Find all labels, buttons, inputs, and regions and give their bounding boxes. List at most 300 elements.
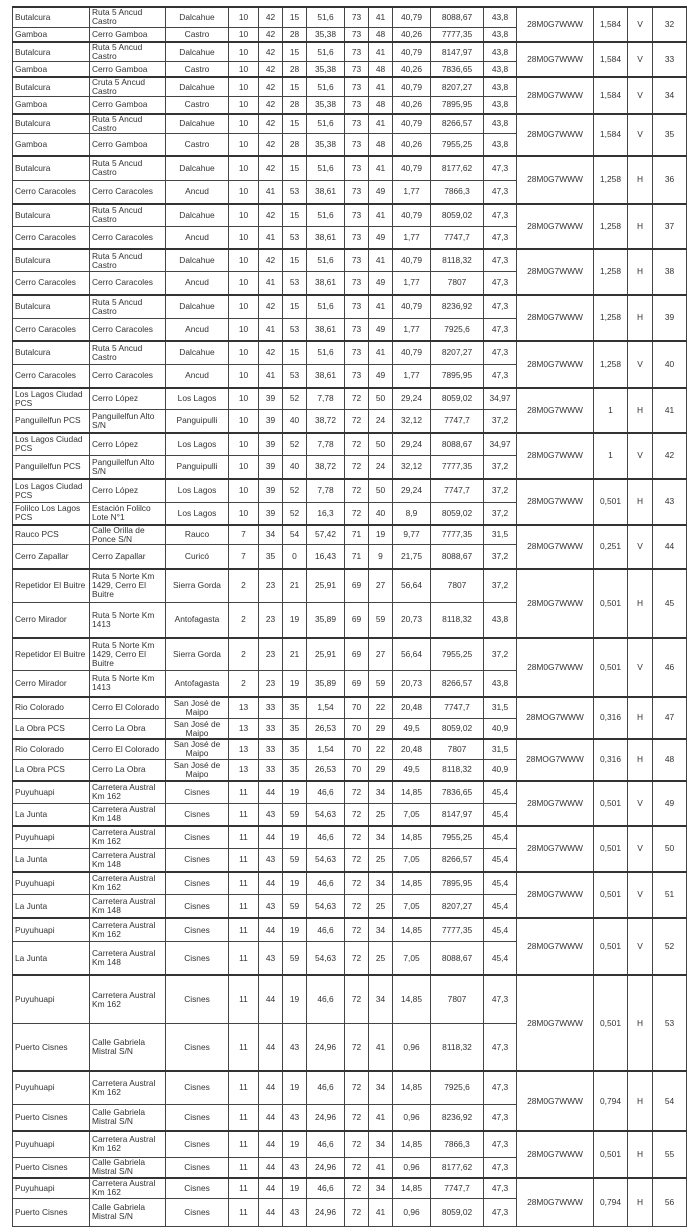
lat-deg-cell: 11 <box>229 1178 259 1199</box>
lat-frac-cell: 46,6 <box>307 918 345 942</box>
table-row <box>13 7 687 27</box>
address-cell: Panguilelfun Alto S/N <box>90 410 166 433</box>
lat-sec-cell: 15 <box>283 77 307 97</box>
site-name-cell: Puerto Cisnes <box>13 1198 90 1226</box>
power-cell: 43,8 <box>484 62 517 78</box>
lon-deg-cell: 73 <box>345 7 369 27</box>
lon-deg-cell: 72 <box>345 1024 369 1072</box>
lon-sec-cell: 0,96 <box>393 1198 431 1226</box>
frequency-cell: 7807 <box>431 272 484 295</box>
bandwidth-cell: 0,316 <box>594 697 628 740</box>
frequency-cell: 7866,3 <box>431 1131 484 1157</box>
site-name-cell: Cerro Caracoles <box>13 272 90 295</box>
site-name-cell: La Junta <box>13 895 90 919</box>
lat-frac-cell: 51,6 <box>307 7 345 27</box>
frequency-cell: 8147,97 <box>431 42 484 62</box>
lat-min-cell: 41 <box>259 318 283 341</box>
lon-deg-cell: 72 <box>345 849 369 872</box>
site-name-cell: Butalcura <box>13 77 90 97</box>
lat-deg-cell: 2 <box>229 670 259 697</box>
lat-sec-cell: 21 <box>283 638 307 671</box>
lat-sec-cell: 19 <box>283 975 307 1024</box>
emission-code-cell: 28M0G7WWW <box>517 388 594 433</box>
lat-frac-cell: 38,61 <box>307 272 345 295</box>
polarization-cell: V <box>628 918 653 975</box>
address-cell: Cerro López <box>90 479 166 503</box>
lon-deg-cell: 73 <box>345 341 369 364</box>
lon-deg-cell: 72 <box>345 388 369 410</box>
polarization-cell: V <box>628 433 653 479</box>
lat-min-cell: 42 <box>259 156 283 181</box>
link-number-cell: 42 <box>653 433 687 479</box>
lat-frac-cell: 51,6 <box>307 42 345 62</box>
emission-code-cell: 28M0G7WWW <box>517 872 594 919</box>
power-cell: 43,8 <box>484 42 517 62</box>
emission-code-cell: 28M0G7WWW <box>517 7 594 42</box>
lon-min-cell: 41 <box>369 1104 393 1131</box>
frequency-cell: 7777,35 <box>431 918 484 942</box>
lat-min-cell: 39 <box>259 502 283 525</box>
lat-min-cell: 44 <box>259 1178 283 1199</box>
commune-cell: Cisnes <box>166 918 229 942</box>
power-cell: 37,2 <box>484 502 517 525</box>
commune-cell: Cisnes <box>166 1131 229 1157</box>
lat-frac-cell: 46,6 <box>307 1178 345 1199</box>
lat-frac-cell: 24,96 <box>307 1157 345 1178</box>
table-row <box>13 525 687 545</box>
site-name-cell: Gamboa <box>13 133 90 156</box>
frequency-cell: 7866,3 <box>431 180 484 204</box>
address-cell: Cerro López <box>90 433 166 456</box>
lon-min-cell: 41 <box>369 156 393 181</box>
address-cell: Calle Gabriela Mistral S/N <box>90 1157 166 1178</box>
bandwidth-cell: 1,584 <box>594 77 628 114</box>
lat-deg-cell: 10 <box>229 227 259 250</box>
lon-min-cell: 29 <box>369 759 393 781</box>
lon-min-cell: 34 <box>369 781 393 804</box>
lon-deg-cell: 71 <box>345 545 369 569</box>
lat-frac-cell: 7,78 <box>307 479 345 503</box>
lon-sec-cell: 40,79 <box>393 77 431 97</box>
lat-sec-cell: 53 <box>283 364 307 388</box>
site-name-cell: Gamboa <box>13 27 90 42</box>
frequency-cell: 8177,62 <box>431 1157 484 1178</box>
polarization-cell: V <box>628 42 653 77</box>
lon-min-cell: 25 <box>369 849 393 872</box>
commune-cell: San José de Maipo <box>166 719 229 740</box>
site-name-cell: Butalcura <box>13 204 90 227</box>
link-number-cell: 34 <box>653 77 687 114</box>
lon-min-cell: 40 <box>369 502 393 525</box>
lon-min-cell: 25 <box>369 803 393 826</box>
lat-sec-cell: 59 <box>283 942 307 976</box>
lat-frac-cell: 51,6 <box>307 295 345 319</box>
power-cell: 47,3 <box>484 295 517 319</box>
site-name-cell: Cerro Mirador <box>13 602 90 638</box>
lon-deg-cell: 69 <box>345 638 369 671</box>
frequency-cell: 8088,67 <box>431 433 484 456</box>
site-name-cell: Cerro Caracoles <box>13 318 90 341</box>
frequency-cell: 7747,7 <box>431 410 484 433</box>
lat-min-cell: 33 <box>259 719 283 740</box>
lat-min-cell: 44 <box>259 1104 283 1131</box>
bandwidth-cell: 0,501 <box>594 918 628 975</box>
lat-min-cell: 33 <box>259 697 283 719</box>
polarization-cell: H <box>628 1071 653 1131</box>
lon-min-cell: 34 <box>369 1071 393 1104</box>
lat-deg-cell: 11 <box>229 1198 259 1226</box>
emission-code-cell: 28M0G7WWW <box>517 249 594 295</box>
lat-deg-cell: 10 <box>229 479 259 503</box>
commune-cell: San José de Maipo <box>166 697 229 719</box>
frequency-cell: 8118,32 <box>431 1024 484 1072</box>
lon-sec-cell: 29,24 <box>393 433 431 456</box>
link-number-cell: 55 <box>653 1131 687 1178</box>
lat-deg-cell: 10 <box>229 364 259 388</box>
lat-sec-cell: 0 <box>283 545 307 569</box>
lon-deg-cell: 73 <box>345 249 369 272</box>
lon-min-cell: 48 <box>369 133 393 156</box>
site-name-cell: Folilco Los Lagos PCS <box>13 502 90 525</box>
lon-min-cell: 49 <box>369 318 393 341</box>
power-cell: 37,2 <box>484 456 517 479</box>
lon-sec-cell: 40,79 <box>393 295 431 319</box>
lon-sec-cell: 56,64 <box>393 569 431 603</box>
lon-sec-cell: 32,12 <box>393 410 431 433</box>
lat-deg-cell: 10 <box>229 318 259 341</box>
lat-min-cell: 39 <box>259 433 283 456</box>
emission-code-cell: 28MOG7WWW <box>517 697 594 740</box>
lon-deg-cell: 72 <box>345 942 369 976</box>
lon-deg-cell: 70 <box>345 759 369 781</box>
address-cell: Ruta 5 Ancud Castro <box>90 114 166 134</box>
power-cell: 47,3 <box>484 1178 517 1199</box>
lon-deg-cell: 72 <box>345 1071 369 1104</box>
site-name-cell: Puyuhuapi <box>13 1178 90 1199</box>
bandwidth-cell: 0,251 <box>594 525 628 569</box>
frequency-cell: 8266,57 <box>431 670 484 697</box>
lon-min-cell: 48 <box>369 62 393 78</box>
lat-sec-cell: 15 <box>283 249 307 272</box>
commune-cell: Antofagasta <box>166 602 229 638</box>
lat-sec-cell: 52 <box>283 388 307 410</box>
commune-cell: Dalcahue <box>166 204 229 227</box>
lon-sec-cell: 7,05 <box>393 803 431 826</box>
lon-min-cell: 22 <box>369 697 393 719</box>
lon-sec-cell: 40,79 <box>393 42 431 62</box>
commune-cell: Castro <box>166 97 229 114</box>
commune-cell: Panguipulli <box>166 456 229 479</box>
emission-code-cell: 28M0G7WWW <box>517 638 594 697</box>
lat-min-cell: 42 <box>259 27 283 42</box>
lat-min-cell: 33 <box>259 759 283 781</box>
power-cell: 47,3 <box>484 227 517 250</box>
lat-deg-cell: 10 <box>229 295 259 319</box>
lat-sec-cell: 28 <box>283 27 307 42</box>
commune-cell: Sierra Gorda <box>166 638 229 671</box>
link-number-cell: 40 <box>653 341 687 388</box>
bandwidth-cell: 1,258 <box>594 156 628 204</box>
lon-sec-cell: 32,12 <box>393 456 431 479</box>
lon-sec-cell: 40,79 <box>393 249 431 272</box>
lat-sec-cell: 15 <box>283 341 307 364</box>
lat-deg-cell: 10 <box>229 204 259 227</box>
address-cell: Carretera Austral Km 162 <box>90 1131 166 1157</box>
site-name-cell: Puerto Cisnes <box>13 1157 90 1178</box>
emission-code-cell: 28M0G7WWW <box>517 114 594 156</box>
power-cell: 40,9 <box>484 759 517 781</box>
link-number-cell: 49 <box>653 781 687 826</box>
site-name-cell: Gamboa <box>13 62 90 78</box>
bandwidth-cell: 0,501 <box>594 479 628 525</box>
frequency-cell: 8207,27 <box>431 341 484 364</box>
site-name-cell: Butalcura <box>13 341 90 364</box>
lon-deg-cell: 72 <box>345 1157 369 1178</box>
lat-sec-cell: 15 <box>283 295 307 319</box>
lat-sec-cell: 53 <box>283 180 307 204</box>
lon-min-cell: 48 <box>369 97 393 114</box>
address-cell: Cerro Caracoles <box>90 318 166 341</box>
frequency-cell: 8236,92 <box>431 295 484 319</box>
commune-cell: Dalcahue <box>166 114 229 134</box>
lon-min-cell: 41 <box>369 77 393 97</box>
commune-cell: Cisnes <box>166 1104 229 1131</box>
lon-sec-cell: 40,79 <box>393 114 431 134</box>
bandwidth-cell: 1,258 <box>594 249 628 295</box>
frequency-cell: 8207,27 <box>431 895 484 919</box>
link-number-cell: 52 <box>653 918 687 975</box>
bandwidth-cell: 0,501 <box>594 781 628 826</box>
address-cell: Carretera Austral Km 162 <box>90 918 166 942</box>
commune-cell: Ancud <box>166 272 229 295</box>
site-name-cell: La Obra PCS <box>13 759 90 781</box>
commune-cell: Rauco <box>166 525 229 545</box>
table-row <box>13 975 687 1024</box>
lat-deg-cell: 10 <box>229 502 259 525</box>
address-cell: Calle Gabriela Mistral S/N <box>90 1104 166 1131</box>
polarization-cell: H <box>628 156 653 204</box>
lon-deg-cell: 72 <box>345 456 369 479</box>
bandwidth-cell: 1 <box>594 388 628 433</box>
lat-min-cell: 42 <box>259 77 283 97</box>
address-cell: Cruta 5 Ancud Castro <box>90 77 166 97</box>
address-cell: Cerro El Colorado <box>90 697 166 719</box>
lon-sec-cell: 9,77 <box>393 525 431 545</box>
lon-sec-cell: 0,96 <box>393 1104 431 1131</box>
commune-cell: Cisnes <box>166 942 229 976</box>
lat-deg-cell: 11 <box>229 918 259 942</box>
polarization-cell: H <box>628 388 653 433</box>
commune-cell: Dalcahue <box>166 77 229 97</box>
commune-cell: Cisnes <box>166 781 229 804</box>
lat-deg-cell: 11 <box>229 1024 259 1072</box>
emission-code-cell: 28M0G7WWW <box>517 479 594 525</box>
lon-deg-cell: 70 <box>345 719 369 740</box>
frequency-cell: 7955,25 <box>431 826 484 849</box>
address-cell: Ruta 5 Norte Km 1429, Cerro El Buitre <box>90 638 166 671</box>
lat-deg-cell: 2 <box>229 638 259 671</box>
lat-frac-cell: 24,96 <box>307 1024 345 1072</box>
lon-deg-cell: 73 <box>345 180 369 204</box>
commune-cell: Cisnes <box>166 975 229 1024</box>
commune-cell: Cisnes <box>166 1024 229 1072</box>
emission-code-cell: 28M0G7WWW <box>517 295 594 342</box>
lat-frac-cell: 35,89 <box>307 670 345 697</box>
lat-min-cell: 42 <box>259 62 283 78</box>
lon-deg-cell: 72 <box>345 781 369 804</box>
power-cell: 43,8 <box>484 97 517 114</box>
link-number-cell: 51 <box>653 872 687 919</box>
emission-code-cell: 28M0G7WWW <box>517 433 594 479</box>
site-name-cell: Cerro Caracoles <box>13 227 90 250</box>
commune-cell: Dalcahue <box>166 341 229 364</box>
table-row <box>13 433 687 456</box>
lon-sec-cell: 1,77 <box>393 364 431 388</box>
lon-deg-cell: 72 <box>345 803 369 826</box>
power-cell: 37,2 <box>484 638 517 671</box>
lat-frac-cell: 35,38 <box>307 133 345 156</box>
lon-deg-cell: 73 <box>345 27 369 42</box>
lon-min-cell: 48 <box>369 27 393 42</box>
link-number-cell: 41 <box>653 388 687 433</box>
emission-code-cell: 28M0G7WWW <box>517 569 594 638</box>
lat-sec-cell: 19 <box>283 781 307 804</box>
power-cell: 45,4 <box>484 895 517 919</box>
lat-sec-cell: 43 <box>283 1157 307 1178</box>
polarization-cell: V <box>628 525 653 569</box>
lon-deg-cell: 73 <box>345 272 369 295</box>
frequency-cell: 7777,35 <box>431 456 484 479</box>
site-name-cell: Rio Colorado <box>13 697 90 719</box>
site-name-cell: Rio Colorado <box>13 739 90 759</box>
lat-frac-cell: 7,78 <box>307 433 345 456</box>
lat-deg-cell: 2 <box>229 569 259 603</box>
address-cell: Cerro Caracoles <box>90 364 166 388</box>
lon-min-cell: 41 <box>369 204 393 227</box>
lat-min-cell: 42 <box>259 204 283 227</box>
polarization-cell: H <box>628 204 653 250</box>
lon-min-cell: 27 <box>369 569 393 603</box>
lat-min-cell: 44 <box>259 781 283 804</box>
lon-min-cell: 41 <box>369 1024 393 1072</box>
frequency-cell: 7895,95 <box>431 97 484 114</box>
power-cell: 45,4 <box>484 918 517 942</box>
polarization-cell: H <box>628 569 653 638</box>
lon-sec-cell: 40,79 <box>393 341 431 364</box>
lon-min-cell: 49 <box>369 364 393 388</box>
link-number-cell: 47 <box>653 697 687 740</box>
lat-min-cell: 39 <box>259 388 283 410</box>
table-row <box>13 341 687 364</box>
lat-deg-cell: 7 <box>229 545 259 569</box>
lon-deg-cell: 73 <box>345 156 369 181</box>
table-row <box>13 1131 687 1157</box>
lat-frac-cell: 51,6 <box>307 204 345 227</box>
polarization-cell: H <box>628 697 653 740</box>
link-number-cell: 50 <box>653 826 687 872</box>
lon-min-cell: 49 <box>369 227 393 250</box>
lon-min-cell: 41 <box>369 7 393 27</box>
table-row <box>13 42 687 62</box>
lat-sec-cell: 19 <box>283 670 307 697</box>
lat-min-cell: 42 <box>259 97 283 114</box>
frequency-cell: 7895,95 <box>431 872 484 895</box>
site-name-cell: Cerro Zapallar <box>13 545 90 569</box>
lat-min-cell: 43 <box>259 895 283 919</box>
polarization-cell: H <box>628 479 653 525</box>
site-name-cell: Panguilelfun PCS <box>13 456 90 479</box>
lat-sec-cell: 43 <box>283 1198 307 1226</box>
frequency-cell: 8059,02 <box>431 388 484 410</box>
site-name-cell: Repetidor El Buitre <box>13 569 90 603</box>
power-cell: 31,5 <box>484 739 517 759</box>
lat-frac-cell: 46,6 <box>307 1071 345 1104</box>
frequency-cell: 7836,65 <box>431 62 484 78</box>
lat-sec-cell: 19 <box>283 826 307 849</box>
lat-min-cell: 41 <box>259 180 283 204</box>
site-name-cell: Puyuhuapi <box>13 826 90 849</box>
lon-sec-cell: 14,85 <box>393 1131 431 1157</box>
lat-sec-cell: 28 <box>283 97 307 114</box>
power-cell: 37,2 <box>484 569 517 603</box>
lon-min-cell: 50 <box>369 388 393 410</box>
lon-deg-cell: 73 <box>345 42 369 62</box>
power-cell: 47,3 <box>484 1024 517 1072</box>
table-row <box>13 918 687 942</box>
lat-sec-cell: 35 <box>283 739 307 759</box>
emission-code-cell: 28M0G7WWW <box>517 341 594 388</box>
lon-sec-cell: 40,79 <box>393 156 431 181</box>
lat-sec-cell: 19 <box>283 872 307 895</box>
address-cell: Cerro Gamboa <box>90 62 166 78</box>
link-number-cell: 46 <box>653 638 687 697</box>
lon-deg-cell: 72 <box>345 872 369 895</box>
site-name-cell: Panguilelfun PCS <box>13 410 90 433</box>
table-row <box>13 1178 687 1199</box>
lon-sec-cell: 14,85 <box>393 918 431 942</box>
lat-min-cell: 43 <box>259 849 283 872</box>
frequency-cell: 7925,6 <box>431 1071 484 1104</box>
lat-min-cell: 23 <box>259 638 283 671</box>
commune-cell: Dalcahue <box>166 156 229 181</box>
lat-sec-cell: 59 <box>283 895 307 919</box>
power-cell: 47,3 <box>484 1071 517 1104</box>
site-name-cell: Los Lagos Ciudad PCS <box>13 479 90 503</box>
commune-cell: Los Lagos <box>166 433 229 456</box>
site-name-cell: Butalcura <box>13 114 90 134</box>
emission-code-cell: 28M0G7WWW <box>517 525 594 569</box>
lon-min-cell: 29 <box>369 719 393 740</box>
lat-frac-cell: 51,6 <box>307 114 345 134</box>
table-row <box>13 204 687 227</box>
lon-min-cell: 24 <box>369 456 393 479</box>
lon-deg-cell: 72 <box>345 918 369 942</box>
lon-min-cell: 19 <box>369 525 393 545</box>
frequency-cell: 7807 <box>431 975 484 1024</box>
link-number-cell: 37 <box>653 204 687 250</box>
bandwidth-cell: 1,584 <box>594 42 628 77</box>
lat-deg-cell: 10 <box>229 27 259 42</box>
frequency-cell: 7747,7 <box>431 479 484 503</box>
lat-sec-cell: 19 <box>283 1071 307 1104</box>
site-name-cell: Butalcura <box>13 42 90 62</box>
lat-min-cell: 42 <box>259 249 283 272</box>
site-name-cell: Cerro Caracoles <box>13 180 90 204</box>
lat-sec-cell: 59 <box>283 803 307 826</box>
address-cell: Ruta 5 Ancud Castro <box>90 7 166 27</box>
lat-deg-cell: 11 <box>229 1104 259 1131</box>
lat-deg-cell: 10 <box>229 249 259 272</box>
